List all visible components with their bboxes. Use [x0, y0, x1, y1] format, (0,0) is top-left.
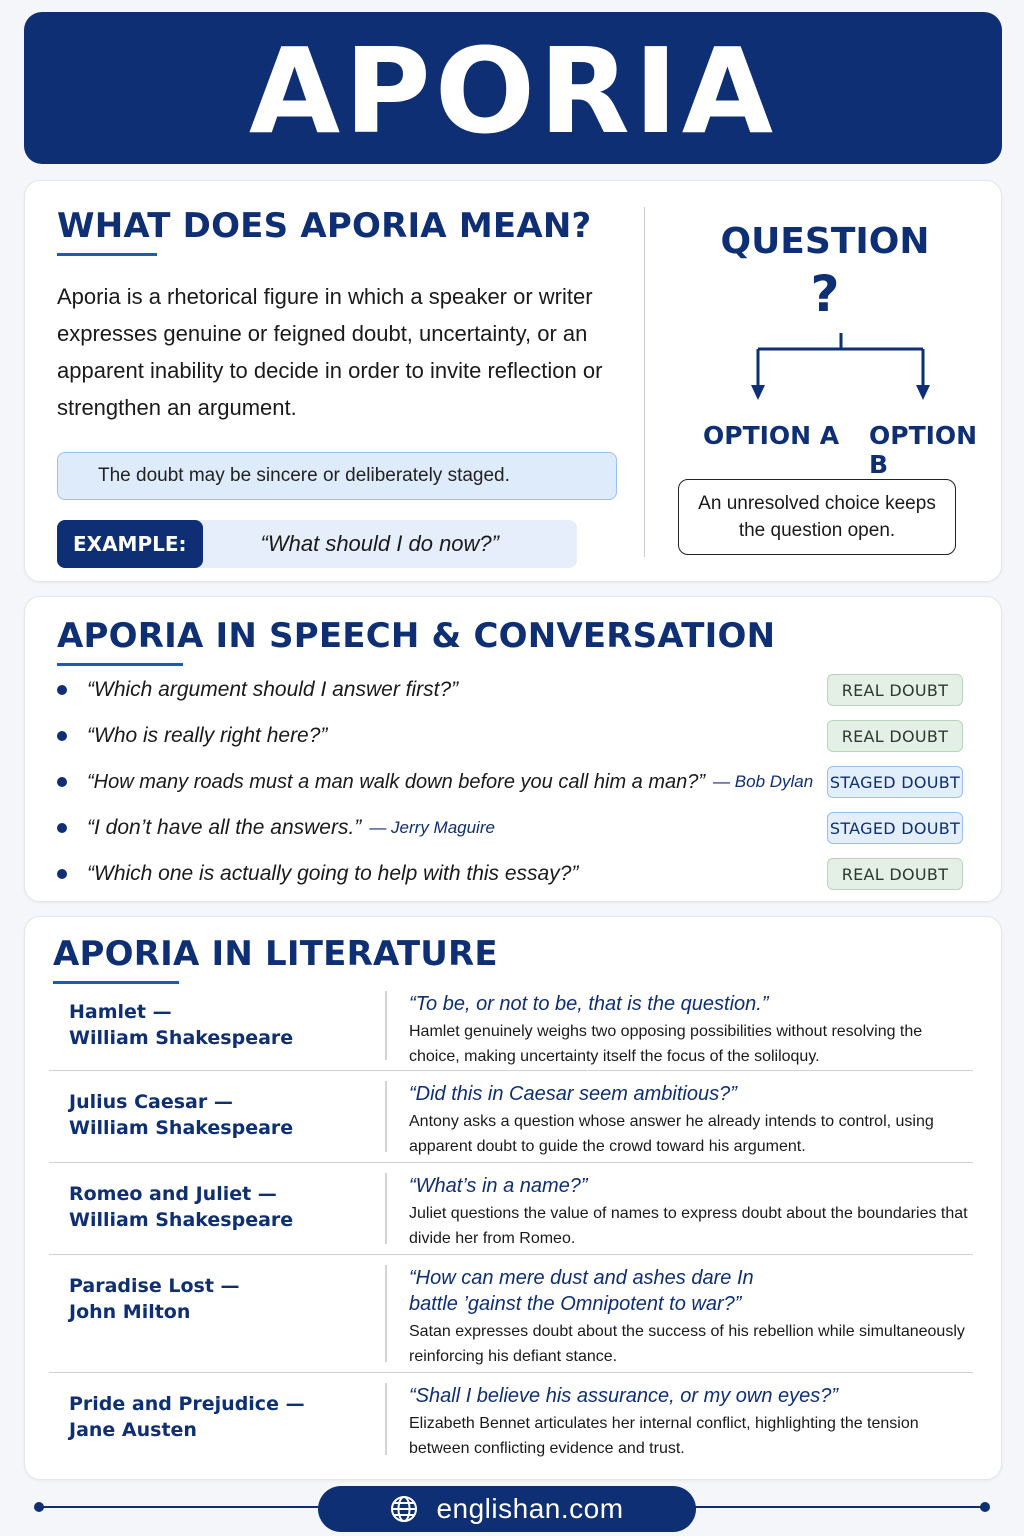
row-body: [409, 1265, 969, 1369]
bullet-icon: [57, 823, 67, 833]
literature-quote: “Did this in Caesar seem ambitious?”: [409, 1083, 737, 1105]
question-label: QUESTION: [720, 221, 930, 262]
literature-quote: “What’s in a name?”: [409, 1175, 588, 1197]
work-title: [69, 1181, 369, 1233]
literature-heading: APORIA IN LITERATURE: [53, 934, 498, 974]
footer-url[interactable]: englishan.com: [436, 1493, 624, 1524]
row-divider: [385, 1081, 387, 1152]
table-row: [49, 1255, 973, 1373]
work-name: Pride and Prejudice —: [69, 1393, 305, 1415]
table-row: [49, 1071, 973, 1163]
work-title: [69, 1089, 369, 1141]
doubt-badge: STAGED DOUBT: [827, 766, 963, 798]
speech-list: [53, 667, 983, 897]
title-banner: [24, 12, 1002, 164]
table-row: [49, 1373, 973, 1465]
speech-quote: “Which argument should I answer first?”: [87, 678, 459, 701]
list-item: [53, 667, 983, 713]
speech-attribution: — Jerry Maguire: [369, 818, 495, 837]
work-title: [69, 999, 369, 1051]
list-item: [53, 805, 983, 851]
option-b-label: OPTION B: [869, 421, 978, 479]
speech-quote: “How many roads must a man walk down before you call him a man?”: [87, 770, 706, 793]
doubt-badge: REAL DOUBT: [827, 858, 963, 890]
work-author: John Milton: [69, 1301, 191, 1323]
doubt-badge: REAL DOUBT: [827, 720, 963, 752]
row-divider: [385, 1383, 387, 1455]
heading-underline: [57, 663, 183, 666]
bullet-icon: [57, 777, 67, 787]
list-item: [53, 713, 983, 759]
heading-underline: [57, 253, 157, 256]
bullet-icon: [57, 685, 67, 695]
list-item: [53, 851, 983, 897]
speech-card: [24, 596, 1002, 902]
literature-description: Satan expresses doubt about the success of his rebellion while simultaneously reinforcing his defiant stance.: [409, 1323, 965, 1365]
literature-description: Hamlet genuinely weighs two opposing possibilities without resolving the choice, making uncertainty itself the focus of the soliloquy.: [409, 1023, 923, 1065]
vertical-divider: [644, 207, 645, 557]
speech-quote: “Which one is actually going to help with this essay?”: [87, 862, 579, 885]
definition-card: [24, 180, 1002, 582]
speech-attribution: — Bob Dylan: [713, 772, 814, 791]
row-divider: [385, 1173, 387, 1244]
definition-text: Aporia is a rhetorical figure in which a speaker or writer expresses genuine or feigned doubt, uncertainty, or an apparent inability to decide in order to invite reflection or strengthen an argument.: [57, 284, 603, 420]
literature-header: [53, 934, 498, 984]
globe-icon: [390, 1495, 418, 1523]
question-mark-icon: ?: [810, 265, 840, 323]
row-body: [409, 991, 969, 1069]
page-title: APORIA: [248, 22, 778, 160]
work-name: Paradise Lost —: [69, 1275, 240, 1297]
work-title: [69, 1391, 369, 1443]
example-row: [57, 520, 577, 568]
speech-quote: “Who is really right here?”: [87, 724, 328, 747]
speech-header: [57, 616, 776, 666]
speech-heading: APORIA IN SPEECH & CONVERSATION: [57, 616, 776, 656]
row-body: [409, 1383, 969, 1461]
bullet-icon: [57, 869, 67, 879]
work-title: [69, 1273, 369, 1325]
literature-quote: “How can mere dust and ashes dare In battle ’gainst the Omnipotent to war?”: [409, 1267, 754, 1315]
literature-table: [49, 981, 973, 1465]
row-divider: [385, 1265, 387, 1362]
footer-dot: [34, 1502, 44, 1512]
literature-description: Juliet questions the value of names to express doubt about the boundaries that divide her from Romeo.: [409, 1205, 968, 1247]
note-text: The doubt may be sincere or deliberately staged.: [98, 465, 510, 486]
row-body: [409, 1173, 969, 1251]
speech-quote: “I don’t have all the answers.”: [87, 816, 362, 839]
literature-description: Antony asks a question whose answer he already intends to control, using apparent doubt to guide the crowd toward his argument.: [409, 1113, 934, 1155]
example-label: EXAMPLE:: [57, 520, 203, 568]
note-box: [57, 452, 617, 500]
work-name: Julius Caesar —: [69, 1091, 233, 1113]
list-item: [53, 759, 983, 805]
example-quote: “What should I do now?”: [260, 531, 499, 556]
footer-link[interactable]: [318, 1486, 696, 1532]
definition-heading: WHAT DOES APORIA MEAN?: [57, 206, 592, 246]
literature-card: [24, 916, 1002, 1480]
doubt-badge: REAL DOUBT: [827, 674, 963, 706]
literature-description: Elizabeth Bennet articulates her internal conflict, highlighting the tension between conflicting evidence and trust.: [409, 1415, 919, 1457]
work-author: Jane Austen: [69, 1419, 197, 1441]
diagram-caption: An unresolved choice keeps the question open.: [678, 479, 956, 555]
table-row: [49, 1163, 973, 1255]
row-divider: [385, 991, 387, 1060]
work-author: William Shakespeare: [69, 1117, 294, 1139]
bullet-icon: [57, 731, 67, 741]
table-row: [49, 981, 973, 1071]
option-a-label: OPTION A: [703, 421, 840, 450]
literature-quote: “Shall I believe his assurance, or my own eyes?”: [409, 1385, 839, 1407]
work-author: William Shakespeare: [69, 1027, 294, 1049]
work-name: Romeo and Juliet —: [69, 1183, 277, 1205]
definition-section: [57, 206, 617, 568]
footer-dot: [980, 1502, 990, 1512]
doubt-badge: STAGED DOUBT: [827, 812, 963, 844]
work-author: William Shakespeare: [69, 1209, 294, 1231]
literature-quote: “To be, or not to be, that is the question.”: [409, 993, 769, 1015]
choice-diagram: [665, 181, 985, 581]
row-body: [409, 1081, 969, 1159]
work-name: Hamlet —: [69, 1001, 172, 1023]
